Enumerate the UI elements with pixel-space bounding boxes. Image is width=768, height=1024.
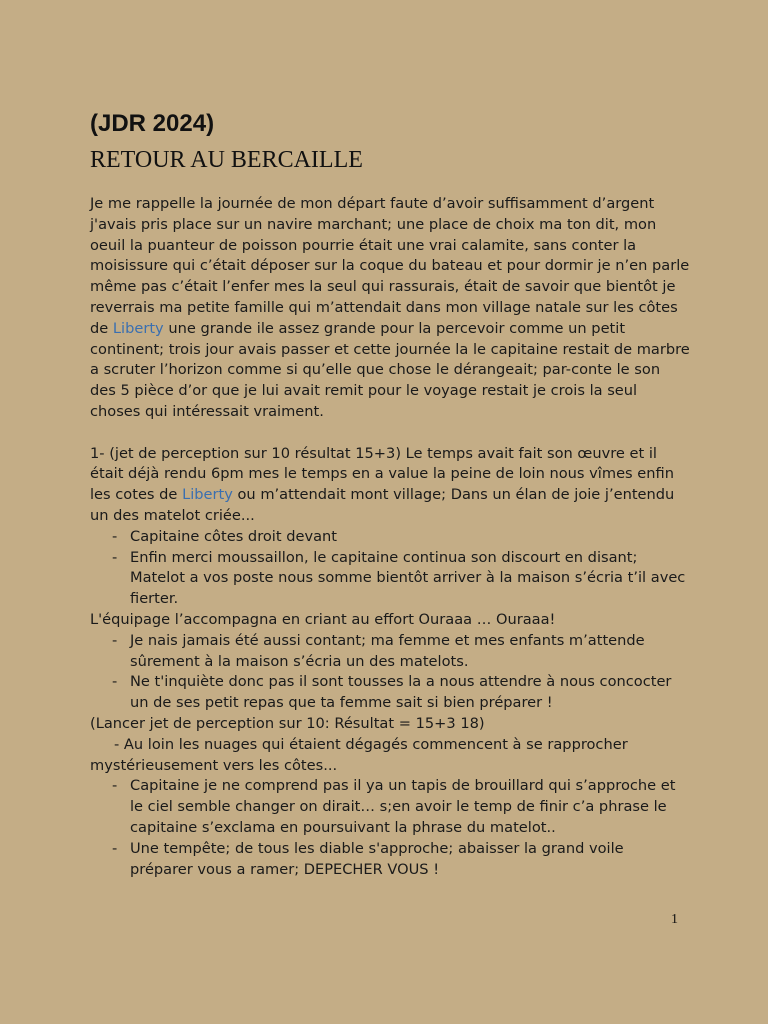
liberty-link[interactable]: Liberty <box>112 319 164 337</box>
dash-bullet: - <box>112 631 118 649</box>
line-equipage: L'équipage l’accompagna en criant au effort Ouraaa … Ouraaa! <box>90 610 556 628</box>
list-item <box>90 527 690 548</box>
liberty-link[interactable]: Liberty <box>182 486 233 504</box>
dash-bullet: - <box>112 777 118 795</box>
dash-bullet: - <box>112 673 118 691</box>
dash-bullet: - <box>112 548 118 566</box>
list-item <box>90 839 690 881</box>
dialogue-list-1 <box>90 527 690 610</box>
line-lancer: (Lancer jet de perception sur 10: Résultat = 15+3 18) <box>90 714 485 732</box>
paragraph-text: une grande ile assez grande pour la percevoir comme un petit continent; trois jour avais passer et cette journée la le capitaine restait de marbre a scruter l’horizon comme si qu’elle que chose le dérangeait; par-conte le son des 5 pièce d’or que je lui avait remit pour le voyage restait je crois la seul choses qui intéressait vraiment. <box>90 319 690 420</box>
dialogue-list-3 <box>90 776 690 880</box>
paragraph-intro <box>90 194 690 423</box>
list-item <box>90 548 690 610</box>
list-item-text: Je nais jamais été aussi contant; ma femme et mes enfants m’attende sûrement à la maison s’écria un des matelots. <box>130 631 645 670</box>
page-number: 1 <box>671 912 678 927</box>
document-tag: (JDR 2024) <box>90 110 215 137</box>
list-item-text: Une tempête; de tous les diable s'approche; abaisser la grand voile préparer vous a ramer; DEPECHER VOUS ! <box>130 839 624 878</box>
paragraph-text: 1- (jet de perception sur 10 résultat 15+3) Le temps avait fait son œuvre et il était déjà rendu 6pm mes le temps en a value la peine de loin nous vîmes enfin les cotes de <box>90 444 674 504</box>
dialogue-list-2 <box>90 631 690 714</box>
document-page <box>90 108 690 880</box>
list-item <box>90 672 690 714</box>
dash-bullet: - <box>112 839 118 857</box>
list-item <box>90 776 690 838</box>
list-item-text: Capitaine côtes droit devant <box>130 527 338 545</box>
dash-bullet: - <box>112 527 118 545</box>
paragraph-perception <box>90 444 690 527</box>
list-item-text: Ne t'inquiète donc pas il sont tousses la a nous attendre à nous concocter un de ses petit repas que ta femme sait si bien préparer ! <box>130 673 672 712</box>
paragraph-text: ou m’attendait mont village; Dans un élan de joie j’entendu un des matelot criée... <box>90 486 675 524</box>
list-item <box>90 631 690 673</box>
paragraph-text: Je me rappelle la journée de mon départ faute d’avoir suffisamment d’argent j'avais pris place sur un navire marchant; une place de choix ma ton dit, mon oeuil la puanteur de poisson pourrie était une vrai calamite, sans conter la moisissure qui c’était déposer sur la coque du bateau et pour dormir je n’en parle même pas c’était l’enfer mes la seul qui rassurais, était de savoir que bientôt je reverrais ma petite famille qui m’attendait dans mon village natale sur les côtes de <box>90 195 690 337</box>
list-item-text: Enfin merci moussaillon, le capitaine continua son discourt en disant; Matelot a vos poste nous somme bientôt arriver à la maison s’écria t’il avec fierter. <box>130 548 686 608</box>
line-nuages: - Au loin les nuages qui étaient dégagés commencent à se rapprocher mystérieusement vers les côtes... <box>90 735 628 774</box>
list-item-text: Capitaine je ne comprend pas il ya un tapis de brouillard qui s’approche et le ciel semble changer on dirait… s;en avoir le temp de finir c’a phrase le capitaine s’exclama en poursuivant la phrase du matelot.. <box>130 777 676 836</box>
document-title: RETOUR AU BERCAILLE <box>90 147 363 173</box>
